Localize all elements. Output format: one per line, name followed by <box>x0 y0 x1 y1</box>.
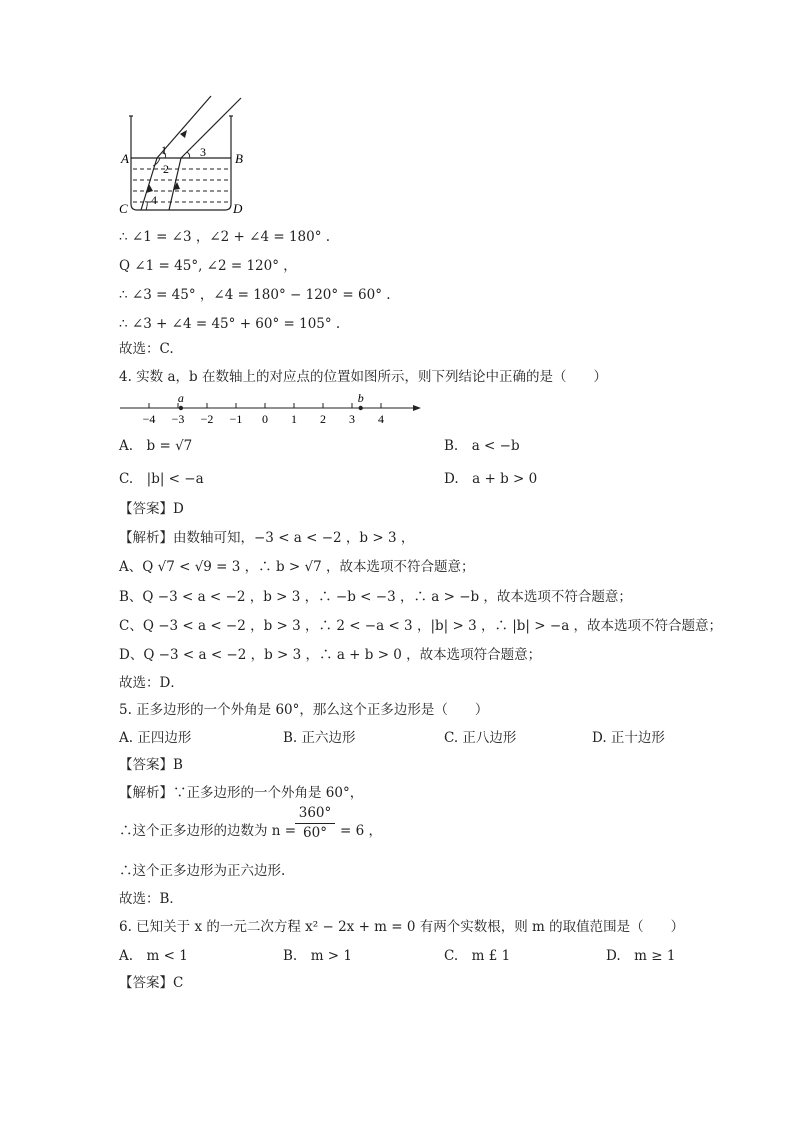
number-line-tick-label: −1 <box>229 412 243 426</box>
q4-analysis-b: B、Q −3 < a < −2 ，b > 3 ，∴ −b < −3 ，∴ a > −b ，故本选项不符合题意； <box>119 589 632 605</box>
fraction-bar <box>295 823 335 824</box>
number-line <box>115 392 425 428</box>
figure-angle-4: 4 <box>151 193 157 207</box>
q4-analysis-c: C、Q −3 < a < −2 ，b > 3 ，∴ 2 < −a < 3 ，|b| > 3 ，∴ |b| > −a ，故本选项不符合题意； <box>119 618 723 634</box>
q4-option-c: C. |b| < −a <box>119 471 204 487</box>
q3-solution-line-2: Q ∠1 = 45°, ∠2 = 120° ， <box>119 258 297 274</box>
q5-analysis-2-suffix: = 6 ， <box>340 823 382 839</box>
q5-analysis-1: 【解析】∵正多边形的一个外角是 60°， <box>119 785 364 801</box>
q6-stem: 6. 已知关于 x 的一元二次方程 x² − 2x + m = 0 有两个实数根，则 m 的取值范围是（ ） <box>119 919 685 935</box>
figure-angle-2: 2 <box>163 162 169 176</box>
refraction-figure <box>115 92 255 217</box>
q5-analysis-3: ∴这个正多边形为正六边形. <box>119 863 286 879</box>
q5-answer: 【答案】B <box>119 757 183 773</box>
number-line-tick-label: 0 <box>262 412 268 426</box>
number-line-tick-label: −3 <box>171 412 185 426</box>
number-line-tick-label: −2 <box>200 412 214 426</box>
figure-label-D: D <box>233 201 243 216</box>
number-line-tick-label: 3 <box>349 412 355 426</box>
q5-option-b: B. 正六边形 <box>283 730 356 746</box>
q4-option-d: D. a + b > 0 <box>444 471 538 487</box>
number-line-tick-label: 1 <box>291 412 297 426</box>
q5-option-c: C. 正八边形 <box>444 730 517 746</box>
q5-analysis-2-prefix: ∴这个正多边形的边数为 n = <box>119 823 297 839</box>
number-line-point-b <box>359 406 363 410</box>
figure-angle-1: 1 <box>161 143 167 157</box>
number-line-tick-label: 2 <box>320 412 326 426</box>
q6-option-d: D. m ≥ 1 <box>606 948 676 964</box>
q4-analysis-a: A、Q √7 < √9 = 3 ，∴ b > √7 ，故本选项不符合题意； <box>119 559 475 575</box>
fraction-360-over-60 <box>295 805 335 842</box>
q4-choice: 故选：D． <box>119 675 184 691</box>
number-line-tick-label: −4 <box>142 412 156 426</box>
q6-answer: 【答案】C <box>119 975 184 991</box>
q6-option-c: C. m £ 1 <box>444 948 511 964</box>
q4-stem: 4. 实数 a，b 在数轴上的对应点的位置如图所示，则下列结论中正确的是（ ） <box>119 369 607 385</box>
number-line-point-a <box>179 406 183 410</box>
q4-answer: 【答案】D <box>119 501 184 517</box>
q3-solution-line-1: ∴ ∠1 = ∠3 ，∠2 + ∠4 = 180° . <box>119 229 331 245</box>
figure-angle-3: 3 <box>200 145 206 159</box>
q4-option-b: B. a < −b <box>444 438 520 454</box>
q6-option-b: B. m > 1 <box>283 948 352 964</box>
q4-analysis-d: D、Q −3 < a < −2 ，b > 3 ，∴ a + b > 0 ，故本选项符合题意； <box>119 647 542 663</box>
figure-label-B: B <box>235 151 243 166</box>
fraction-denominator: 60° <box>303 825 327 841</box>
number-line-tick-label: 4 <box>378 412 384 426</box>
number-line-point-label-b: b <box>357 392 364 405</box>
fraction-numerator: 360° <box>298 805 332 821</box>
q5-option-a: A. 正四边形 <box>119 730 192 746</box>
q3-solution-line-4: ∴ ∠3 + ∠4 = 45° + 60° = 105° . <box>119 316 341 332</box>
number-line-point-label-a: a <box>177 392 184 405</box>
q3-solution-line-3: ∴ ∠3 = 45° ，∠4 = 180° − 120° = 60° . <box>119 287 391 303</box>
q3-choice: 故选：C. <box>119 341 174 357</box>
q5-stem: 5. 正多边形的一个外角是 60°，那么这个正多边形是（ ） <box>119 702 489 718</box>
figure-label-A: A <box>121 151 129 166</box>
q5-option-d: D. 正十边形 <box>592 730 665 746</box>
q4-option-a: A. b = √7 <box>119 438 193 454</box>
q4-analysis-intro: 【解析】由数轴可知，−3 < a < −2 ，b > 3 ， <box>119 530 415 546</box>
q6-option-a: A. m < 1 <box>119 948 188 964</box>
q5-choice: 故选：B． <box>119 891 183 907</box>
figure-label-C: C <box>119 201 128 216</box>
